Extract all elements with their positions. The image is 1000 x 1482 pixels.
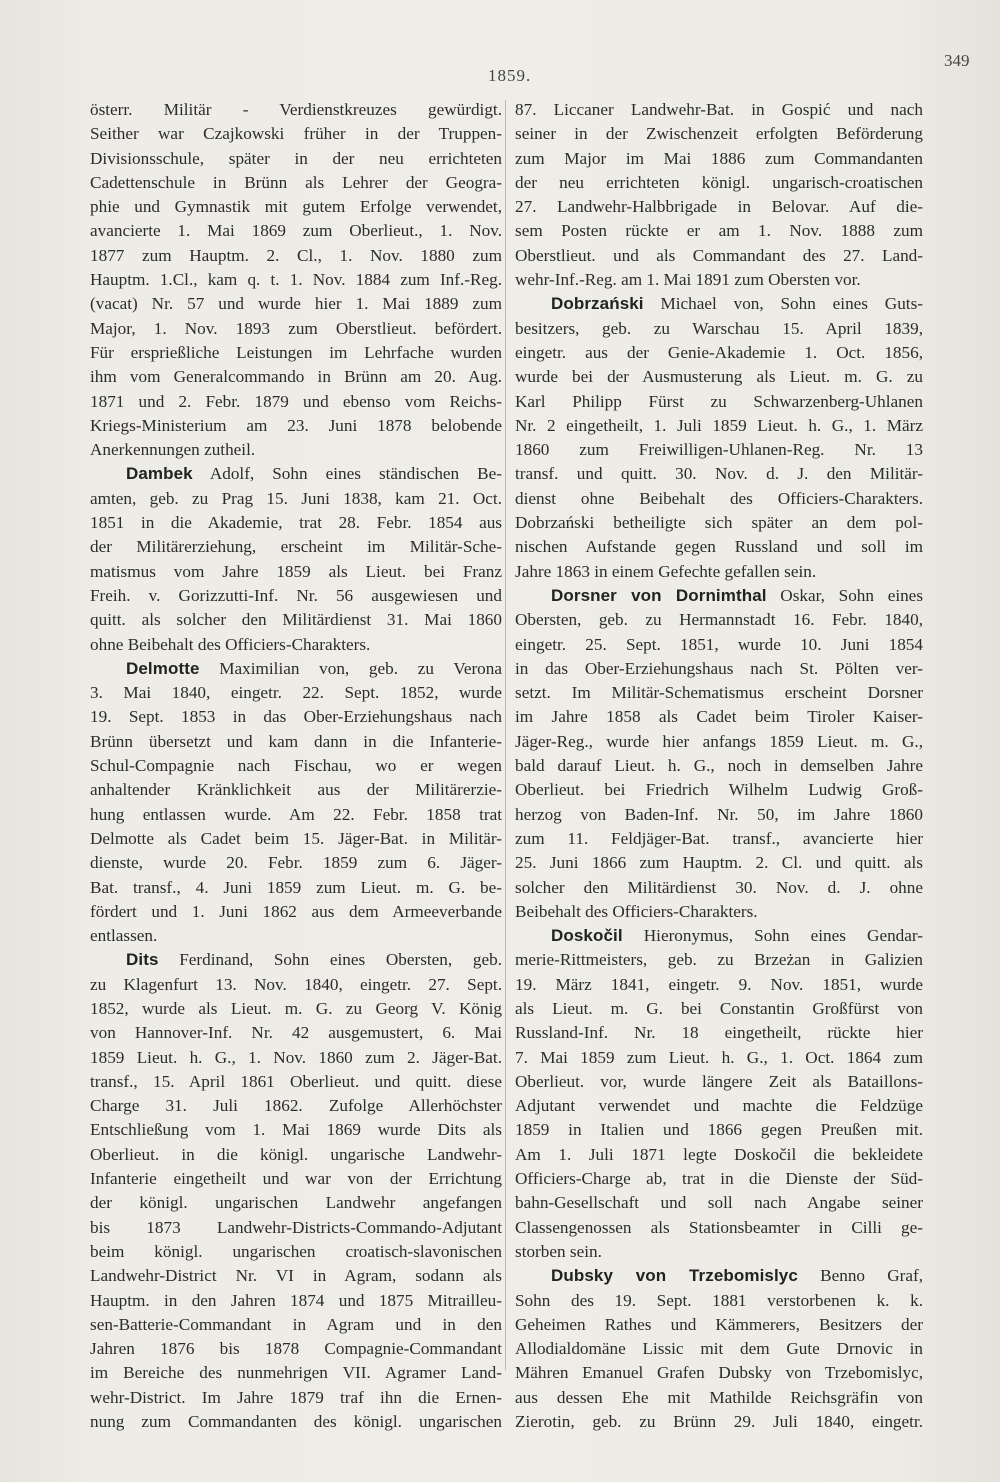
text-line bbox=[515, 1289, 923, 1313]
line-text: Brünn übersetzt und kam dann in die Infanterie- bbox=[90, 731, 502, 751]
text-line bbox=[515, 681, 923, 705]
line-text: Charge 31. Juli 1862. Zufolge Allerhöchster bbox=[90, 1096, 502, 1116]
line-text: hung entlassen wurde. Am 22. Febr. 1858 trat bbox=[90, 804, 502, 824]
text-line bbox=[515, 997, 923, 1021]
text-line bbox=[90, 584, 502, 608]
line-text: sen-Batterie-Commandant in Agram und in den bbox=[90, 1314, 502, 1334]
line-text: Major, 1. Nov. 1893 zum Oberstlieut. befördert. bbox=[90, 318, 502, 338]
text-line bbox=[90, 244, 502, 268]
line-text: Schul-Compagnie nach Fischau, wo er wegen bbox=[90, 756, 502, 776]
line-text: wehr-Inf.-Reg. am 1. Mai 1891 zum Obersten vor. bbox=[515, 270, 861, 290]
line-text: Hauptm. 1.Cl., kam q. t. 1. Nov. 1884 zum Inf.-Reg. bbox=[90, 270, 502, 290]
line-text: sem Posten rückte er am 1. Nov. 1888 zum bbox=[515, 221, 923, 241]
entry-heading-line bbox=[515, 924, 923, 948]
entry-name: Dits bbox=[126, 950, 159, 970]
text-line bbox=[90, 705, 502, 729]
line-text: dienst ohne Beibehalt des Officiers-Charakters. bbox=[515, 488, 923, 508]
text-line bbox=[515, 1143, 923, 1167]
line-text: solcher den Militärdienst 30. Nov. d. J. ohne bbox=[515, 877, 923, 897]
line-text: Ferdinand, Sohn eines Obersten, geb. bbox=[158, 950, 502, 970]
line-text: eingetr. aus der Genie-Akademie 1. Oct. 1856, bbox=[515, 342, 923, 362]
line-text: fördert und 1. Juni 1862 aus dem Armeeverbande bbox=[90, 901, 502, 921]
line-text: Oberstlieut. und als Commandant des 27. Land- bbox=[515, 245, 923, 265]
text-line bbox=[90, 438, 502, 462]
text-line bbox=[515, 414, 923, 438]
line-text: Kriegs-Ministerium am 23. Juni 1878 belobende bbox=[90, 415, 502, 435]
entry-name: Delmotte bbox=[126, 658, 200, 678]
text-line bbox=[515, 341, 923, 365]
text-line bbox=[90, 122, 502, 146]
line-text: zu Klagenfurt 13. Nov. 1840, eingetr. 27. Sept. bbox=[90, 974, 502, 994]
line-text: Anerkennungen zutheil. bbox=[90, 440, 256, 460]
text-line bbox=[90, 1313, 502, 1337]
line-text: Für ersprießliche Leistungen im Lehrfache wurden bbox=[90, 342, 502, 362]
text-line bbox=[90, 1094, 502, 1118]
line-text: Nr. 2 eingetheilt, 1. Juli 1859 Lieut. h. G., 1. März bbox=[515, 415, 923, 435]
line-text: 1860 zum Freiwilligen-Uhlanen-Reg. Nr. 13 bbox=[515, 440, 923, 460]
text-line bbox=[515, 827, 923, 851]
line-text: Maximilian von, geb. zu Verona bbox=[199, 658, 502, 678]
line-text: österr. Militär - Verdienstkreuzes gewürdigt. bbox=[90, 100, 502, 119]
line-text: Classengenossen als Stationsbeamter in Cilli ge- bbox=[515, 1217, 923, 1237]
line-text: Jahren 1876 bis 1878 Compagnie-Commandant bbox=[90, 1339, 502, 1359]
text-line bbox=[90, 827, 502, 851]
line-text: der neu errichteten königl. ungarisch-croatischen bbox=[515, 172, 923, 192]
text-line bbox=[90, 147, 502, 171]
line-text: Hauptm. in den Jahren 1874 und 1875 Mitrailleu- bbox=[90, 1290, 502, 1310]
text-line bbox=[90, 365, 502, 389]
line-text: 19. März 1841, eingetr. 9. Nov. 1851, wurde bbox=[515, 974, 923, 994]
line-text: Oberlieut. bei Friedrich Wilhelm Ludwig Groß- bbox=[515, 780, 923, 800]
line-text: Benno Graf, bbox=[797, 1266, 923, 1286]
line-text: Divisionsschule, später in der neu errichteten bbox=[90, 148, 502, 168]
text-line bbox=[90, 778, 502, 802]
text-line bbox=[515, 365, 923, 389]
right-text-column bbox=[515, 98, 923, 1434]
line-text: Allodialdomäne Lissic mit dem Gute Drnovic in bbox=[515, 1339, 923, 1359]
text-line bbox=[515, 730, 923, 754]
text-line bbox=[515, 535, 923, 559]
line-text: wurde bei der Ausmusterung als Lieut. m. G. zu bbox=[515, 367, 923, 387]
page-number: 349 bbox=[944, 51, 970, 70]
line-text: ihm vom Generalcommando in Brünn am 20. Aug. bbox=[90, 367, 502, 387]
line-text: beim königl. ungarischen croatisch-slavonischen bbox=[90, 1241, 502, 1261]
text-line bbox=[90, 1046, 502, 1070]
text-line bbox=[515, 462, 923, 486]
line-text: Bat. transf., 4. Juni 1859 zum Lieut. m. G. be- bbox=[90, 877, 502, 897]
line-text: storben sein. bbox=[515, 1241, 602, 1261]
line-text: bahn-Gesellschaft und soll nach Angabe seiner bbox=[515, 1193, 923, 1213]
line-text: der königl. ungarischen Landwehr angefangen bbox=[90, 1193, 502, 1213]
entry-heading-line bbox=[515, 584, 923, 608]
text-line bbox=[90, 924, 502, 948]
text-line bbox=[515, 705, 923, 729]
column-divider bbox=[505, 100, 506, 1370]
line-text: Infanterie eingetheilt und war von der Errichtung bbox=[90, 1169, 502, 1189]
text-line bbox=[515, 244, 923, 268]
line-text: transf., 15. April 1861 Oberlieut. und quitt. diese bbox=[90, 1071, 502, 1091]
text-line bbox=[90, 1118, 502, 1142]
text-line bbox=[90, 341, 502, 365]
text-line bbox=[90, 390, 502, 414]
entry-name: Dubsky von Trzebomislyc bbox=[551, 1266, 798, 1286]
text-line bbox=[515, 973, 923, 997]
text-line bbox=[90, 1337, 502, 1361]
line-text: 1877 zum Hauptm. 2. Cl., 1. Nov. 1880 zum bbox=[90, 245, 502, 265]
left-text-column bbox=[90, 98, 502, 1434]
text-line bbox=[515, 900, 923, 924]
text-line bbox=[90, 730, 502, 754]
line-text: entlassen. bbox=[90, 926, 158, 946]
text-line bbox=[515, 390, 923, 414]
text-line bbox=[90, 1167, 502, 1191]
entry-heading-line bbox=[515, 292, 923, 316]
text-line bbox=[90, 219, 502, 243]
line-text: herzog von Baden-Inf. Nr. 50, im Jahre 1860 bbox=[515, 804, 923, 824]
line-text: quitt. als solcher den Militärdienst 31. Mai 1860 bbox=[90, 610, 502, 630]
entry-name: Doskočil bbox=[551, 926, 623, 946]
text-line bbox=[515, 317, 923, 341]
line-text: anhaltender Kränklichkeit aus der Militärerzie- bbox=[90, 780, 502, 800]
text-line bbox=[90, 1143, 502, 1167]
line-text: Jahre 1863 in einem Gefechte gefallen sein. bbox=[515, 561, 817, 581]
line-text: avancierte 1. Mai 1869 zum Oberlieut., 1. Nov. bbox=[90, 221, 502, 241]
line-text: Sohn des 19. Sept. 1881 verstorbenen k. k. bbox=[515, 1290, 923, 1310]
entry-heading-line bbox=[90, 657, 502, 681]
text-line bbox=[90, 633, 502, 657]
text-line bbox=[90, 1240, 502, 1264]
text-line bbox=[515, 1337, 923, 1361]
line-text: 27. Landwehr-Halbbrigade in Belovar. Auf die- bbox=[515, 197, 923, 217]
text-line bbox=[90, 1410, 502, 1434]
line-text: Am 1. Juli 1871 legte Doskočil die bekleidete bbox=[515, 1144, 923, 1164]
line-text: Oberlieut. vor, wurde längere Zeit als Bataillons- bbox=[515, 1071, 923, 1091]
line-text: transf. und quitt. 30. Nov. d. J. den Militär- bbox=[515, 464, 923, 484]
line-text: amten, geb. zu Prag 15. Juni 1838, kam 21. Oct. bbox=[90, 488, 502, 508]
line-text: in das Ober-Erziehungshaus nach St. Pölten ver- bbox=[515, 658, 923, 678]
text-line bbox=[515, 219, 923, 243]
text-line bbox=[90, 803, 502, 827]
text-line bbox=[515, 948, 923, 972]
line-text: bald darauf Lieut. h. G., noch in demselben Jahre bbox=[515, 756, 923, 776]
line-text: setzt. Im Militär-Schematismus erscheint Dorsner bbox=[515, 683, 923, 703]
entry-name: Dambek bbox=[126, 464, 193, 484]
line-text: ohne Beibehalt des Officiers-Charakters. bbox=[90, 634, 371, 654]
text-line bbox=[515, 608, 923, 632]
line-text: Michael von, Sohn eines Guts- bbox=[643, 294, 923, 314]
line-text: Beibehalt des Officiers-Charakters. bbox=[515, 901, 758, 921]
text-line bbox=[515, 754, 923, 778]
text-line bbox=[515, 1167, 923, 1191]
text-line bbox=[90, 268, 502, 292]
line-text: phie und Gymnastik mit gutem Erfolge verwendet, bbox=[90, 197, 502, 217]
text-line bbox=[90, 851, 502, 875]
line-text: Jäger-Reg., wurde hier anfangs 1859 Lieut. m. G., bbox=[515, 731, 923, 751]
text-line bbox=[515, 1313, 923, 1337]
line-text: Seither war Czajkowski früher in der Truppen- bbox=[90, 124, 502, 144]
text-line bbox=[515, 171, 923, 195]
text-line bbox=[90, 681, 502, 705]
text-line bbox=[90, 171, 502, 195]
text-line bbox=[90, 1216, 502, 1240]
line-text: Oberlieut. in die königl. ungarische Landwehr- bbox=[90, 1144, 502, 1164]
line-text: Oskar, Sohn eines bbox=[766, 585, 923, 605]
line-text: Zierotin, geb. zu Brünn 29. Juli 1840, eingetr. bbox=[515, 1412, 923, 1432]
text-line bbox=[515, 98, 923, 122]
text-line bbox=[90, 1264, 502, 1288]
line-text: im Jahre 1858 als Cadet beim Tiroler Kaiser- bbox=[515, 707, 923, 727]
text-line bbox=[90, 98, 502, 122]
line-text: eingetr. 25. Sept. 1851, wurde 10. Juni 1854 bbox=[515, 634, 923, 654]
entry-heading-line bbox=[90, 462, 502, 486]
line-text: 1851 in die Akademie, trat 28. Febr. 1854 aus bbox=[90, 513, 502, 533]
entry-heading-line bbox=[515, 1264, 923, 1288]
line-text: Geheimen Rathes und Kämmerers, Besitzers der bbox=[515, 1314, 923, 1334]
line-text: nischen Aufstande gegen Russland und soll im bbox=[515, 537, 923, 557]
text-line bbox=[90, 754, 502, 778]
line-text: Russland-Inf. Nr. 18 eingetheilt, rückte hier bbox=[515, 1023, 923, 1043]
text-line bbox=[515, 122, 923, 146]
line-text: 7. Mai 1859 zum Lieut. h. G., 1. Oct. 1864 zum bbox=[515, 1047, 923, 1067]
line-text: Landwehr-District Nr. VI in Agram, sodann als bbox=[90, 1266, 502, 1286]
text-line bbox=[515, 1070, 923, 1094]
line-text: besitzers, geb. zu Warschau 15. April 1839, bbox=[515, 318, 923, 338]
line-text: 1859 in Italien und 1866 gegen Preußen mit. bbox=[515, 1120, 923, 1140]
line-text: 87. Liccaner Landwehr-Bat. in Gospić und nach bbox=[515, 100, 923, 119]
text-line bbox=[515, 1191, 923, 1215]
text-line bbox=[90, 1021, 502, 1045]
text-line bbox=[515, 1386, 923, 1410]
line-text: Delmotte als Cadet beim 15. Jäger-Bat. in Militär- bbox=[90, 828, 502, 848]
line-text: im Bereiche des nunmehrigen VII. Agramer Land- bbox=[90, 1363, 502, 1383]
text-line bbox=[515, 1361, 923, 1385]
line-text: dienste, wurde 20. Febr. 1859 zum 6. Jäger- bbox=[90, 853, 502, 873]
text-line bbox=[515, 1240, 923, 1264]
line-text: (vacat) Nr. 57 und wurde hier 1. Mai 1889 zum bbox=[90, 294, 502, 314]
text-line bbox=[90, 1289, 502, 1313]
text-line bbox=[515, 1216, 923, 1240]
line-text: Entschließung vom 1. Mai 1869 wurde Dits als bbox=[90, 1120, 502, 1140]
line-text: matismus vom Jahre 1859 als Lieut. bei Franz bbox=[90, 561, 502, 581]
text-line bbox=[515, 851, 923, 875]
text-line bbox=[90, 997, 502, 1021]
text-line bbox=[90, 973, 502, 997]
entry-name: Dobrzański bbox=[551, 294, 644, 314]
line-text: zum 11. Feldjäger-Bat. transf., avancierte hier bbox=[515, 828, 923, 848]
text-line bbox=[90, 876, 502, 900]
text-line bbox=[90, 1361, 502, 1385]
text-line bbox=[515, 876, 923, 900]
entry-heading-line bbox=[90, 948, 502, 972]
text-line bbox=[90, 195, 502, 219]
text-line bbox=[90, 1070, 502, 1094]
text-line bbox=[90, 900, 502, 924]
line-text: merie-Rittmeisters, geb. zu Brzeżan in Galizien bbox=[515, 950, 923, 970]
text-line bbox=[515, 268, 923, 292]
line-text: Adolf, Sohn eines ständischen Be- bbox=[192, 464, 502, 484]
text-line bbox=[90, 608, 502, 632]
line-text: 1871 und 2. Febr. 1879 und ebenso vom Reichs- bbox=[90, 391, 502, 411]
line-text: seiner in der Zwischenzeit erfolgten Beförderung bbox=[515, 124, 923, 144]
text-line bbox=[515, 1046, 923, 1070]
line-text: Dobrzański betheiligte sich später an dem pol- bbox=[515, 513, 923, 533]
text-line bbox=[515, 1094, 923, 1118]
line-text: der Militärerziehung, erscheint im Militär-Sche- bbox=[90, 537, 502, 557]
text-line bbox=[90, 560, 502, 584]
text-line bbox=[90, 292, 502, 316]
text-line bbox=[90, 414, 502, 438]
line-text: bis 1873 Landwehr-Districts-Commando-Adjutant bbox=[90, 1217, 502, 1237]
line-text: Mähren Emanuel Grafen Dubsky von Trzebomislyc, bbox=[515, 1363, 923, 1383]
text-line bbox=[515, 657, 923, 681]
text-line bbox=[90, 1191, 502, 1215]
line-text: wehr-District. Im Jahre 1879 traf ihn die Ernen- bbox=[90, 1387, 502, 1407]
line-text: 1859 Lieut. h. G., 1. Nov. 1860 zum 2. Jäger-Bat. bbox=[90, 1047, 502, 1067]
line-text: aus dessen Ehe mit Mathilde Reichsgräfin von bbox=[515, 1387, 923, 1407]
line-text: 19. Sept. 1853 in das Ober-Erziehungshaus nach bbox=[90, 707, 502, 727]
text-line bbox=[515, 560, 923, 584]
line-text: Adjutant verwendet und machte die Feldzüge bbox=[515, 1096, 923, 1116]
line-text: Karl Philipp Fürst zu Schwarzenberg-Uhlanen bbox=[515, 391, 923, 411]
line-text: 25. Juni 1866 zum Hauptm. 2. Cl. und quitt. als bbox=[515, 853, 923, 873]
line-text: Hieronymus, Sohn eines Gendar- bbox=[622, 926, 923, 946]
text-line bbox=[90, 1386, 502, 1410]
line-text: Cadettenschule in Brünn als Lehrer der Geogra- bbox=[90, 172, 502, 192]
text-line bbox=[515, 1118, 923, 1142]
text-line bbox=[515, 147, 923, 171]
line-text: Obersten, geb. zu Hermannstadt 16. Febr. 1840, bbox=[515, 610, 923, 630]
line-text: 3. Mai 1840, eingetr. 22. Sept. 1852, wurde bbox=[90, 683, 502, 703]
text-line bbox=[515, 1410, 923, 1434]
text-line bbox=[90, 511, 502, 535]
text-line bbox=[515, 511, 923, 535]
text-line bbox=[515, 438, 923, 462]
line-text: nung zum Commandanten des königl. ungarischen bbox=[90, 1412, 502, 1432]
running-header-year: 1859. bbox=[488, 66, 532, 85]
text-line bbox=[90, 487, 502, 511]
line-text: zum Major im Mai 1886 zum Commandanten bbox=[515, 148, 923, 168]
text-line bbox=[515, 633, 923, 657]
text-line bbox=[515, 803, 923, 827]
text-line bbox=[515, 1021, 923, 1045]
text-line bbox=[515, 778, 923, 802]
line-text: Freih. v. Gorizzutti-Inf. Nr. 56 ausgewiesen und bbox=[90, 585, 502, 605]
line-text: 1852, wurde als Lieut. m. G. zu Georg V. König bbox=[90, 998, 502, 1018]
text-line bbox=[515, 487, 923, 511]
text-line bbox=[90, 317, 502, 341]
text-line bbox=[515, 195, 923, 219]
line-text: von Hannover-Inf. Nr. 42 ausgemustert, 6. Mai bbox=[90, 1023, 502, 1043]
line-text: Officiers-Charge ab, trat in die Dienste der Süd- bbox=[515, 1169, 923, 1189]
entry-name: Dorsner von Dornimthal bbox=[551, 585, 767, 605]
text-line bbox=[90, 535, 502, 559]
line-text: als Lieut. m. G. bei Constantin Großfürst von bbox=[515, 998, 923, 1018]
